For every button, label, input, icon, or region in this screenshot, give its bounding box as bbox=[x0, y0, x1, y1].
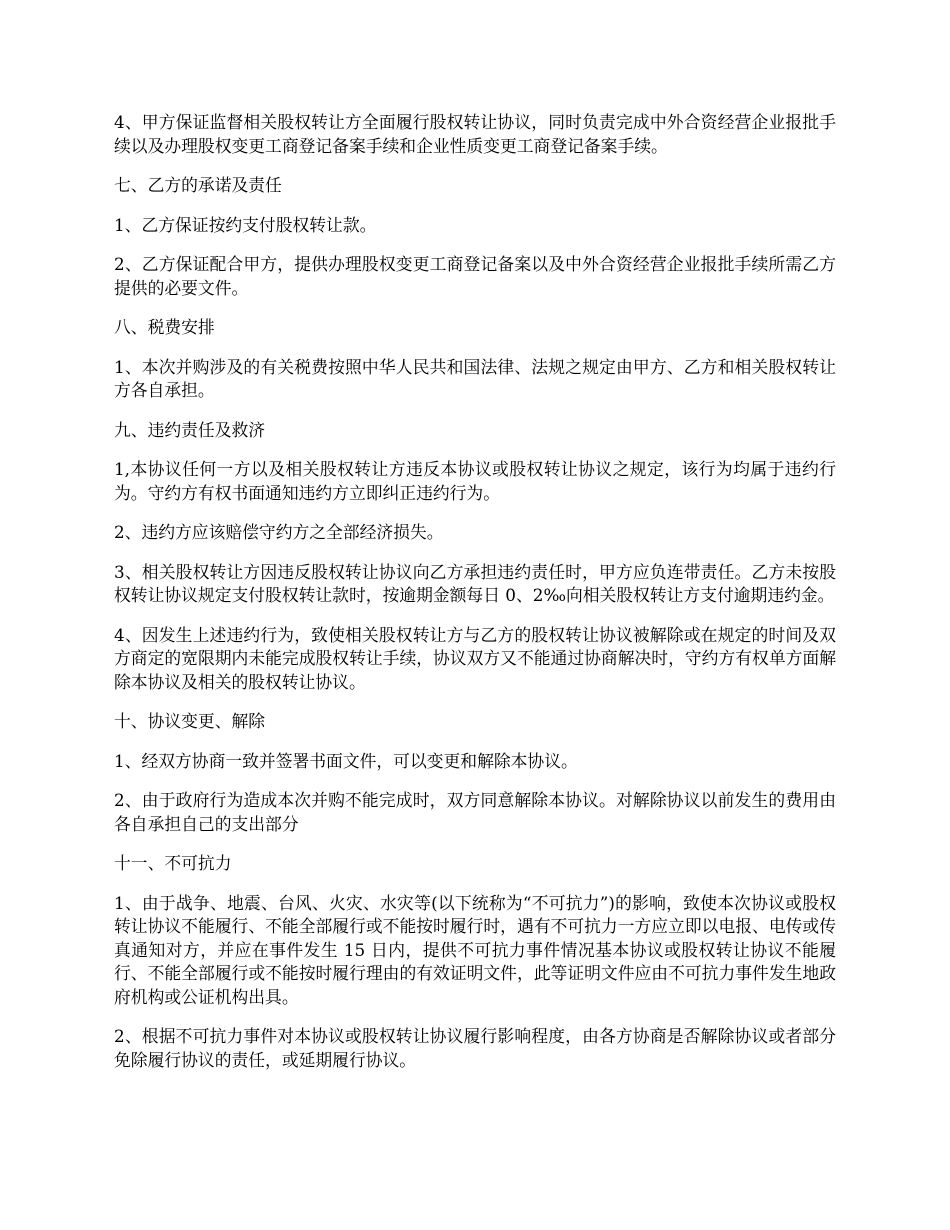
section-heading-8: 八、税费安排 bbox=[114, 317, 215, 337]
paragraph-clause-11-1: 1、由于战争、地震、台风、火灾、水灾等(以下统称为“不可抗力”)的影响，致使本次协议或股权转让协议不能履行、不能全部履行或不能按时履行时，遇有不可抗力一方应立即以电报、电传或传真通知对方，并应在事件发生 15 日内，提供不可抗力事件情况基本协议或股权转让协议不能履行、不能全部履行或不能按时履行理由的有效证明文件，此等证明文件应由不可抗力事件发生地政府机构或公证机构出具。 bbox=[114, 892, 836, 1007]
paragraph-clause-9-3: 3、相关股权转让方因违反股权转让协议向乙方承担违约责任时，甲方应负连带责任。乙方未按股权转让协议规定支付股权转让款时，按逾期金额每日 0、2‰向相关股权转让方支付逾期违约金。 bbox=[114, 561, 836, 605]
section-heading-9: 九、违约责任及救济 bbox=[114, 419, 266, 440]
paragraph-clause-9-1: 1,本协议任何一方以及相关股权转让方违反本协议或股权转让协议之规定，该行为均属于违约行为。守约方有权书面通知违约方立即纠正违约行为。 bbox=[114, 459, 836, 503]
paragraph-clause-7-1: 1、乙方保证按约支付股权转让款。 bbox=[114, 214, 377, 235]
paragraph-clause-4-guarantee: 4、甲方保证监督相关股权转让方全面履行股权转让协议，同时负责完成中外合资经营企业报批手续以及办理股权变更工商登记备案手续和企业性质变更工商登记备案手续。 bbox=[114, 112, 836, 156]
section-heading-11: 十一、不可抗力 bbox=[114, 853, 232, 873]
section-heading-7: 七、乙方的承诺及责任 bbox=[114, 175, 282, 195]
paragraph-clause-11-2: 2、根据不可抗力事件对本协议或股权转让协议履行影响程度，由各方协商是否解除协议或者部分免除履行协议的责任，或延期履行协议。 bbox=[114, 1026, 836, 1070]
paragraph-clause-10-1: 1、经双方协商一致并签署书面文件，可以变更和解除本协议。 bbox=[114, 750, 578, 771]
document-body bbox=[114, 111, 836, 1088]
paragraph-clause-10-2: 2、由于政府行为造成本次并购不能完成时，双方同意解除本协议。对解除协议以前发生的费用由各自承担自己的支出部分 bbox=[114, 790, 836, 834]
paragraph-clause-7-2: 2、乙方保证配合甲方，提供办理股权变更工商登记备案以及中外合资经营企业报批手续所需乙方提供的必要文件。 bbox=[114, 254, 836, 298]
paragraph-clause-9-4: 4、因发生上述违约行为，致使相关股权转让方与乙方的股权转让协议被解除或在规定的时间及双方商定的宽限期内未能完成股权转让手续，协议双方又不能通过协商解决时，守约方有权单方面解除本协议及相关的股权转让协议。 bbox=[114, 624, 836, 692]
section-heading-10: 十、协议变更、解除 bbox=[114, 711, 266, 731]
paragraph-clause-8-1: 1、本次并购涉及的有关税费按照中华人民共和国法律、法规之规定由甲方、乙方和相关股权转让方各自承担。 bbox=[114, 356, 836, 400]
paragraph-clause-9-2: 2、违约方应该赔偿守约方之全部经济损失。 bbox=[114, 522, 444, 542]
